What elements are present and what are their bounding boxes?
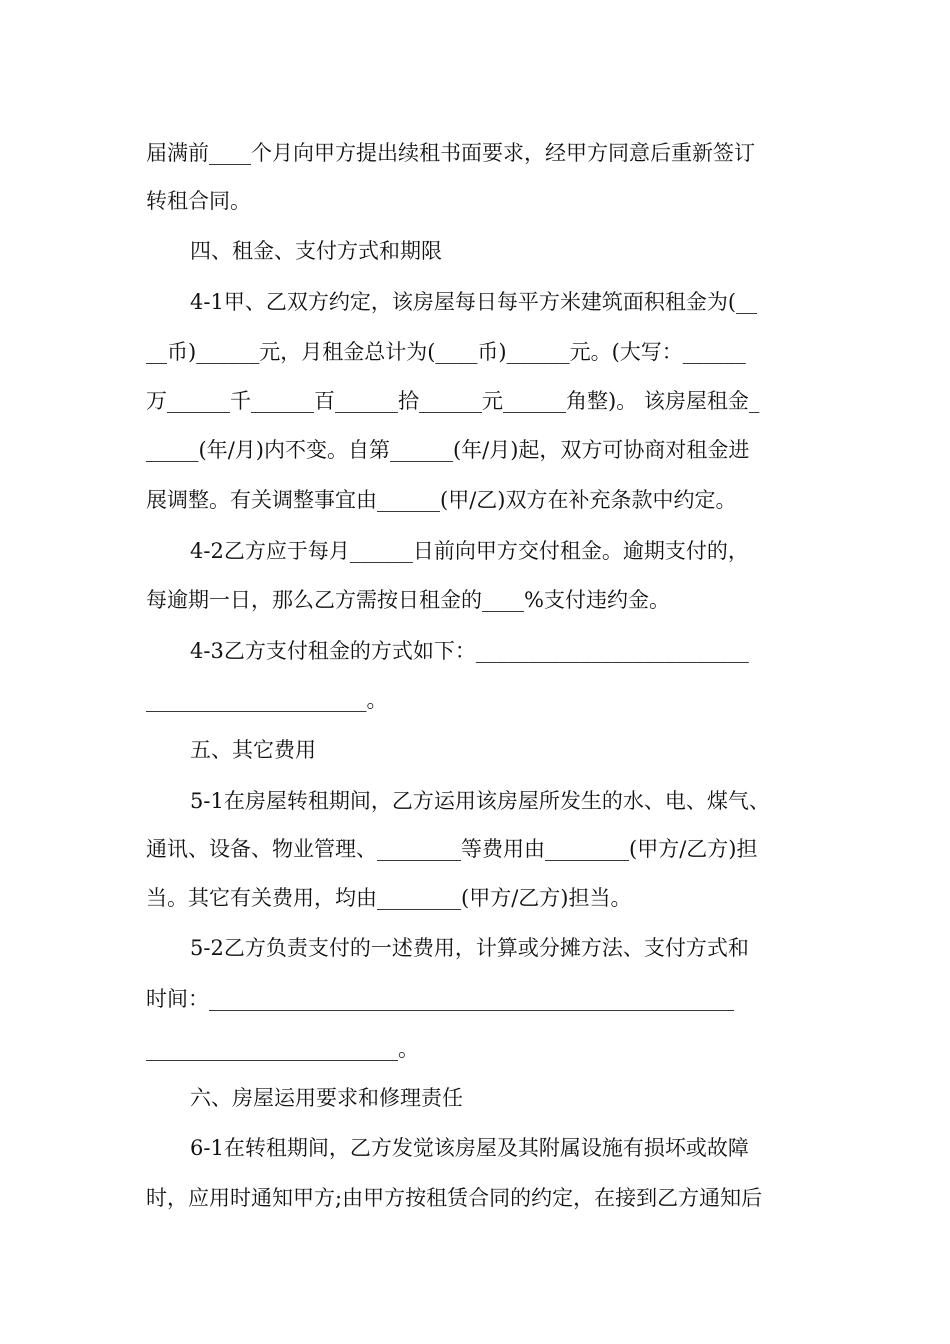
paragraph-line: 当。其它有关费用，均由________(甲方/乙方)担当。 [146,886,632,910]
paragraph-line: 展调整。有关调整事宜由______(甲/乙)双方在补充条款中约定。 [146,488,737,512]
section-heading: 五、其它费用 [190,738,316,762]
paragraph-line: ________________________。 [146,1037,419,1061]
paragraph-line: 届满前____个月向甲方提出续租书面要求，经甲方同意后重新签订 [146,141,755,165]
paragraph-line: 转租合同。 [146,189,251,213]
section-heading: 四、租金、支付方式和期限 [190,239,442,263]
clause-line: 5-1在房屋转租期间，乙方运用该房屋所发生的水、电、煤气、 [190,789,770,813]
clause-line: 6-1在转租期间，乙方发觉该房屋及其附属设施有损坏或故障 [190,1136,749,1160]
paragraph-line: 通讯、设备、物业管理、________等费用由________(甲方/乙方)担 [146,837,758,861]
paragraph-line: __币)______元，月租金总计为(____币)______元。(大写：______ [146,340,746,364]
paragraph-line: 时，应用时通知甲方;由甲方按租赁合同的约定，在接到乙方通知后 [146,1186,763,1210]
clause-line: 4-1甲、乙双方约定，该房屋每日每平方米建筑面积租金为(__ [190,290,758,314]
paragraph-line: 时间：__________________________________________________ [146,987,734,1011]
section-heading: 六、房屋运用要求和修理责任 [190,1086,463,1110]
paragraph-line: 每逾期一日，那么乙方需按日租金的____%支付违约金。 [146,588,670,612]
clause-line: 5-2乙方负责支付的一述费用，计算或分摊方法、支付方式和 [190,936,749,960]
clause-line: 4-2乙方应于每月______日前向甲方交付租金。逾期支付的， [190,539,749,563]
paragraph-line: _____________________。 [146,688,388,712]
paragraph-line: 万______千______百______拾______元______角整)。 该房屋租金_ [146,389,760,413]
clause-line: 4-3乙方支付租金的方式如下：__________________________ [190,639,749,663]
paragraph-line: _____(年/月)内不变。自第______(年/月)起，双方可协商对租金进 [146,438,750,462]
